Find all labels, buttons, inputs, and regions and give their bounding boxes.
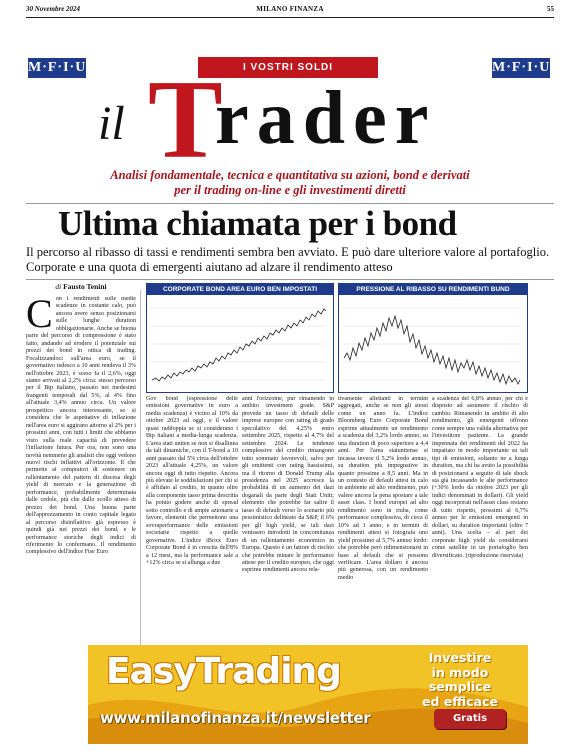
ad-slogan-line: Investire xyxy=(428,650,492,665)
chart-title: CORPORATE BOND AREA EURO BEN IMPOSTATI xyxy=(147,284,333,295)
ad-brand-easy: Easy xyxy=(106,651,196,692)
tagline-line: Analisi fondamentale, tecnica e quantitativa su azioni, bond e derivati xyxy=(110,168,470,182)
column-text: Gov bond (espressione delle emissioni governative in euro a media scadenza) è vicino al 10% da ottobre 2023 ad oggi, e il valore quasi raddoppia se si considerano i Btp italiani a media-lunga scadenza. L'area stati uniten se non si disallinea da tali dinamiche, con il T-bond a 10 anni passato dal 5% circa dell'ottobre 2023 all'attuale 4,25%, un valore ancora oggi di tutto rispetto. Ancora più elevate le soddisfazioni per chi si è affidato al credito, in quanto oltre alla componente tasso prima descritta ha potuto godere anche di spread sotto controllo e di ampie azionarie a favore, elementi che permettono una sovraperformance delle emissioni societarie rispetto a quelle governative. L'indice iBoxx Euro Corporate Bond è in crescita dell'8% a 12 mesi, ma la performance sale a +12% circa se si allunga a due xyxy=(146,396,238,566)
column-text: anni l'orizzonte, pur rimanendo in ambito investment grade. S&P prevede un tasso di default delle imprese europee con rating di grado speculativo del 4,25% entro settembre 2025, rispetto al 4,7% del settembre 2024. Le tendenze complessive del credito rimangono tutto sommato favorevoli, salvo per gli emittenti con rating bassissimi, ma il ritorno di Donald Trump alla presidenza nel 2025 accresce la probabilità di un aumento dei dazi doganali da parte degli Stati Uniti; elemento che potrebbe far salire il tasso di default verso lo scenario più pessimistico delineato da S&P, il 6% per gli high yield, se tali dazi venissero introdotti in concomitanza di un rallentamento economico in Europa. Questo è un fattore di rischio che potrebbe minare le performance attese per il credito europeo, che oggi esprime rendimenti ancora rela- xyxy=(242,396,334,574)
byline-prefix: di xyxy=(55,282,62,291)
column-text: tivamente allettanti in termini aggregati, anche se non gli stessi come un anno fa. L'indice Bloomberg Euro Corporate Bond esprime attualmente un rendimento a scadenza del 3,2% lordo annuo, su una duration di poco superiore a 4,4 anni. Per l'area statunitense si incassa invece il 5,2% lordo annuo, su duration più impegnative in quanto prossime a 8,5 anni. Ma in un contesto di default attesi in calo in ambiente ad alto rendimento, può valere ancora la pena spostare a tale asset class. I bond europei ad alto rendimento sono in riuba, come performance complessiva, di circa il 10% ad 1 anno, e in termini di rendimenti attesi si fotografa uno yield prossimo al 5,7% annuo lordo: che potrebbe però ridimensionarsi in base al default che si possono verificare. L'area dollaro è ancora più generosa, con un rendimento medio xyxy=(338,396,428,581)
ad-url-link[interactable]: www.milanofinanza.it/newsletter xyxy=(100,709,371,727)
article-column-4 xyxy=(338,396,428,643)
chart-plot-bund xyxy=(342,298,526,390)
chart-bund-yields xyxy=(338,283,528,393)
article-column-2 xyxy=(146,396,238,643)
ad-slogan-line: semplice xyxy=(428,679,492,694)
article-column-5 xyxy=(432,396,528,643)
page-header xyxy=(26,3,554,17)
ad-cta-button[interactable]: Gratis xyxy=(434,709,506,729)
tagline xyxy=(40,168,540,198)
easy-trading-ad[interactable] xyxy=(88,645,528,744)
issue-date: 30 Novembre 2024 xyxy=(26,5,81,13)
section-ribbon: I VOSTRI SOLDI xyxy=(198,57,378,78)
chart-corporate-bond xyxy=(146,283,334,393)
ad-slogan-line: ed efficace xyxy=(422,693,498,709)
header-rule xyxy=(26,17,554,18)
chart-title: PRESSIONE AL RIBASSO SU RENDIMENTI BUND xyxy=(339,284,527,295)
ad-brand xyxy=(106,651,341,692)
byline-author: Fausto Tenini xyxy=(63,282,107,291)
drop-cap: C xyxy=(26,296,53,336)
article-headline: Ultima chiamata per i bond xyxy=(58,204,457,243)
column-text: on i rendimenti sulle medie scadenze in costante calo, può ancora avere senso posizionarsi sulle lunghe duration obbligazionarie. Anche se buona parte del percorso di compressione è stato fatto, andando ad erodere il potenziale sui prezzi dei bond in ottica di trading. Focalizzandoci sull'area euro, se il governativo tedesco a 10 anni rendeva il 3% nell'ottobre 2023, è sceso fa il 2,6%, oggi siamo arrivati al 2,2% circa: stesso percorso per il Btp italiano, passato nei medesimi frangenti temporali dal 5%, al 4% fino all'attuale 3,4% annuo circa. Un valore prospettico ancora interessante, se si considera che le aspettative di inflazione nell'area euro si aggirano attorno al 2% per i prossimi anni, con tutti i limiti che abbiamo visto sulla reale capacità di prevedere l'inflazione futura. Per ora, non sono una novità nemmeno gli analisti che oggi vedono nuovi rischi inflattivi all'orizzonte. Il che permette ai compratori di sostenere un rallentamento del pattern di discesa degli yield di mercato e la generazione di performance, probabilmente determinata dalle cedole, più che dallo scollo atteso di prezzo dei bond. Una buona parte dell'apprezzamento in conto capitale legato al percorso disinflattivo già espresso è quindi già nei prezzi dei bond, e le performance storiche degli indici di riferimento lo confermano. Il rendimento complessivo dell'indice Ftse Euro xyxy=(26,296,136,556)
article-deck: Il percorso al ribasso di tassi e rendimenti sembra ben avviato. E può dare ulteriore valore al portafoglio. Corporate e una quota di emergenti aiutano ad alzare il rendimento atteso xyxy=(26,245,550,274)
chart-plot-corporate xyxy=(150,298,332,390)
ad-brand-trading: Trading xyxy=(195,651,341,692)
masthead-t: T xyxy=(148,58,223,182)
chart-grid xyxy=(150,308,326,380)
ad-slogan-line: in modo xyxy=(431,664,489,680)
article-column-3 xyxy=(242,396,334,643)
masthead-il: il xyxy=(98,97,125,150)
mfiu-logo-left: M·F·I·U xyxy=(28,58,86,78)
mfiu-logo-right: M·F·I·U xyxy=(492,58,550,78)
divider xyxy=(26,279,554,280)
tagline-line: per il trading on-line e gli investimenti diretti xyxy=(174,183,406,197)
byline xyxy=(26,282,136,291)
chart-series-line xyxy=(152,309,326,381)
paper-name: MILANO FINANZA xyxy=(256,5,324,13)
article-column-1 xyxy=(26,296,136,643)
column-rule xyxy=(140,290,141,645)
page-number: 55 xyxy=(547,5,554,13)
ad-slogan xyxy=(408,651,512,709)
column-text: a scadenza del 6,8% annuo, per chi è disposto ad assumere il rischio di cambio. Rimanendo in ambito di alto rendimento, gli emergenti offrono come sempre una valida alternativa per l'investitore paziente. La grande impennata dei rendimenti del 2022 ha impattato in modo importante su tali tipi di emissioni, soltanto ne a lunga duration, ma chi ha avuto la possibilità di posizionarsi a seguito di tale shock sta già incassando le alte performance (+30% lordo da ottobre 2023 per gli indici denominati in dollari). Gli yield oggi incorporati nell'asset class restano di tutto rispetto, prossimi al 6,7% annuo per le emissioni emergenti in dollari, su duration importanti (oltre 7 anni). Una scelta – al pari dei corporate high yield da considerarsi come satellite in un portafoglio ben diversificato. (riproduzione riservata) xyxy=(432,396,528,559)
masthead-rader: rader xyxy=(215,76,437,160)
